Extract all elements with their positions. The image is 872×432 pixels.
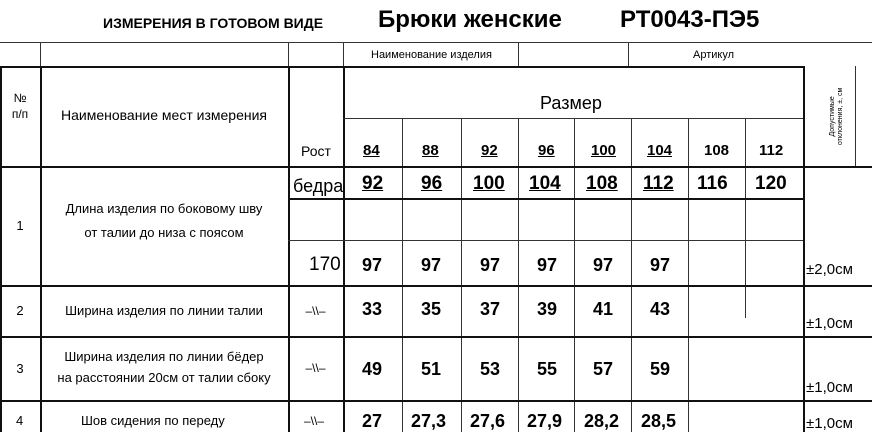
row-4-name: Шов сидения по переду	[81, 413, 225, 428]
hips-100: 100	[473, 173, 505, 194]
column-header-height: Рост	[301, 143, 331, 159]
row-2-height: –\\–	[305, 303, 326, 318]
row-4-value-96: 27,9	[527, 411, 563, 431]
row-3-value-104: 59	[650, 359, 671, 379]
row-2-value-92: 37	[480, 299, 501, 319]
document-title: Брюки женские	[378, 6, 562, 33]
hips-96: 96	[421, 173, 443, 194]
row-2-value-84: 33	[362, 299, 383, 319]
product-name-label: Наименование изделия	[371, 49, 492, 61]
row-4-tolerance: ±1,0см	[806, 415, 853, 432]
row-2-number: 2	[16, 303, 24, 318]
column-header-size: Размер	[540, 93, 602, 113]
row-4-value-88: 27,3	[411, 411, 447, 431]
row-3-value-92: 53	[480, 359, 501, 379]
row-1-name: Длина изделия по боковому шву от талии до низа с поясом	[65, 200, 263, 240]
row-2-value-88: 35	[421, 299, 442, 319]
row-4-value-84: 27	[362, 411, 383, 431]
row-1-tolerance: ±2,0см	[806, 261, 853, 278]
row-1-value-84: 97	[362, 255, 383, 275]
hips-120: 120	[755, 173, 787, 194]
row-3-value-100: 57	[593, 359, 614, 379]
row-1-height: 170	[309, 254, 341, 275]
row-4-height: –\\–	[304, 414, 325, 428]
row-2-name: Ширина изделия по линии талии	[65, 303, 263, 318]
row-3-value-96: 55	[537, 359, 558, 379]
row-1-value-96: 97	[537, 255, 558, 275]
column-header-number: № п/п	[11, 90, 29, 121]
row-4-number: 4	[16, 413, 24, 428]
row-4-value-104: 28,5	[641, 411, 677, 431]
column-header-tolerance: Допустимые отклонения, ±, см	[829, 87, 845, 145]
row-3-value-88: 51	[421, 359, 442, 379]
row-4-value-92: 27,6	[470, 411, 506, 431]
row-3-value-84: 49	[362, 359, 383, 379]
row-1-number: 1	[16, 218, 24, 233]
article-label: Артикул	[693, 49, 735, 61]
size-84: 84	[363, 142, 380, 159]
row-1-value-92: 97	[480, 255, 501, 275]
row-3-tolerance: ±1,0см	[806, 379, 853, 396]
row-3-name: Ширина изделия по линии бёдер на расстоянии 20см от талии сбоку	[57, 349, 271, 385]
hips-108: 108	[586, 173, 618, 194]
hips-104: 104	[529, 173, 561, 194]
size-88: 88	[422, 142, 439, 159]
hips-116: 116	[697, 173, 728, 194]
size-112: 112	[759, 142, 784, 159]
size-104: 104	[647, 142, 673, 159]
row-4-value-100: 28,2	[584, 411, 620, 431]
row-1-value-88: 97	[421, 255, 442, 275]
row-2-value-100: 41	[593, 299, 614, 319]
row-2-value-104: 43	[650, 299, 671, 319]
row-3-number: 3	[16, 360, 24, 376]
hips-92: 92	[362, 173, 384, 194]
size-92: 92	[481, 142, 498, 159]
hips-112: 112	[643, 173, 674, 194]
row-1-value-104: 97	[650, 255, 671, 275]
row-2-value-96: 39	[537, 299, 558, 319]
row-3-height: –\\–	[305, 361, 326, 375]
row-2-tolerance: ±1,0см	[806, 315, 853, 332]
document-subtitle: ИЗМЕРЕНИЯ В ГОТОВОМ ВИДЕ	[103, 15, 324, 31]
hips-label: бедра	[293, 176, 344, 196]
column-header-name: Наименование мест измерения	[60, 107, 267, 123]
row-1-value-100: 97	[593, 255, 614, 275]
size-108: 108	[704, 142, 730, 159]
size-96: 96	[538, 142, 555, 159]
product-code: РТ0043-ПЭ5	[620, 6, 760, 33]
size-100: 100	[591, 142, 617, 159]
